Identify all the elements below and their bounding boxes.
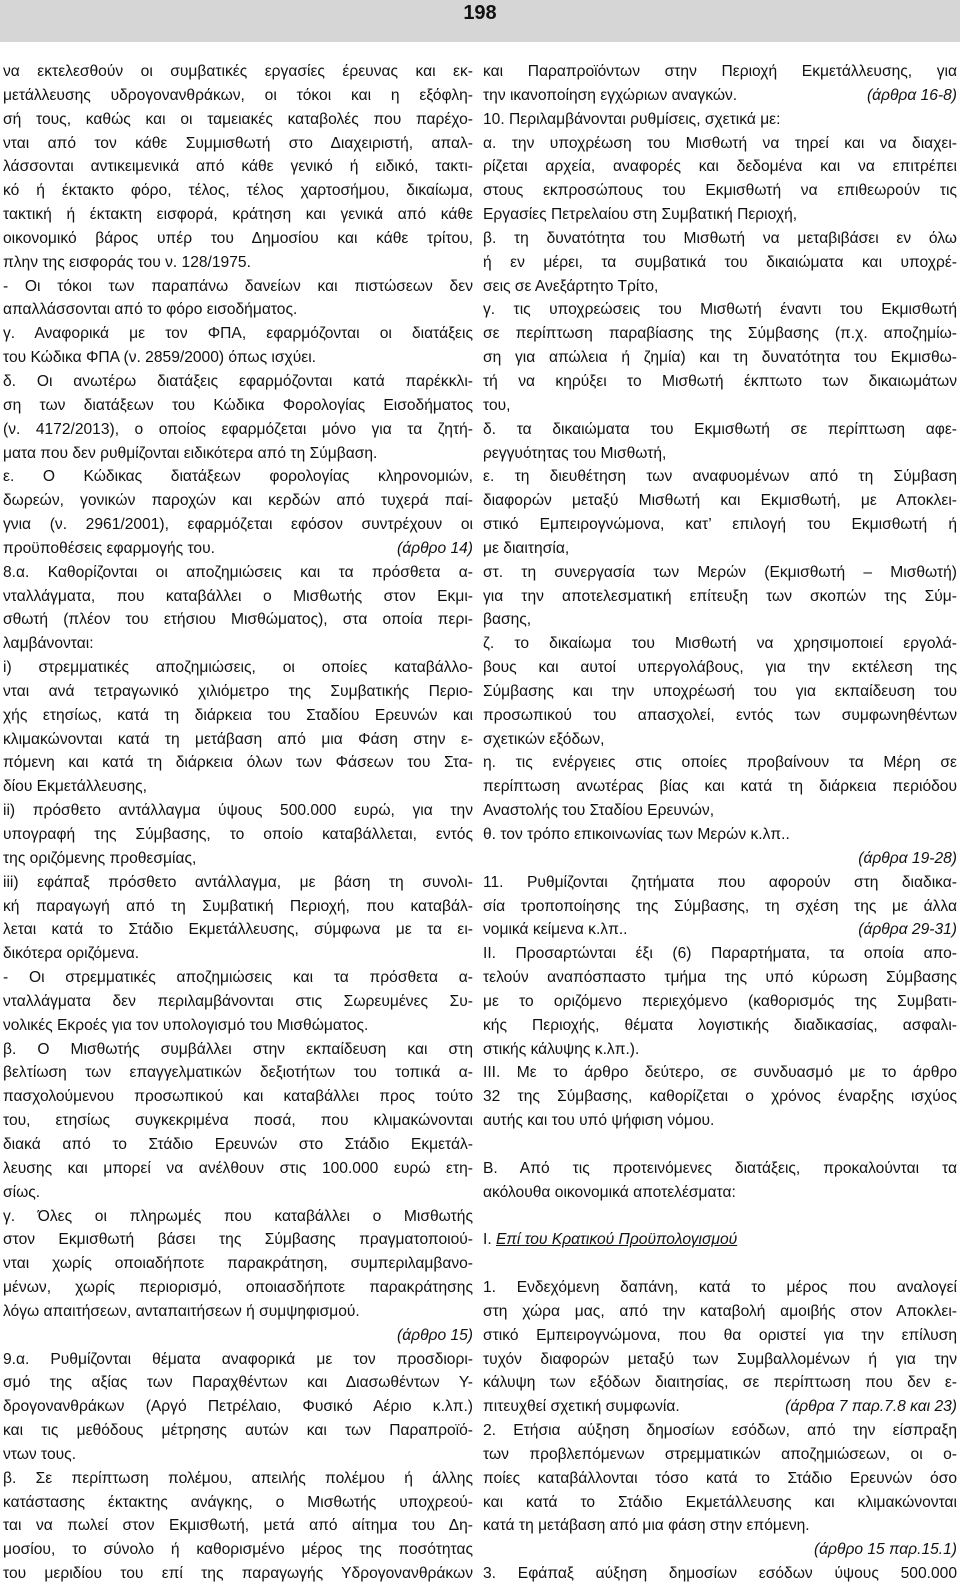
- text-line: κό ή έκτακτο φόρο, τέλος, τέλος χαρτοσήμου, δικαίωμα,: [3, 182, 473, 200]
- text-line: μένων, χωρίς περιορισμό, οποιασδήποτε παρακράτησης: [3, 1279, 473, 1297]
- text-line: ή εν μέρει, τα συμβατικά του δικαιώματα και υποχρέ-: [483, 253, 957, 271]
- text-line: ακόλουθα οικονομικά αποτελέσματα:: [483, 1183, 736, 1201]
- text-line: ρίζεται αρχεία, αναφορές και δεδομένα και να επιτρέπει: [483, 158, 957, 176]
- text-line: Εργασίες Πετρελαίου στη Συμβατική Περιοχή,: [483, 206, 798, 224]
- article-reference: (άρθρα 7 παρ.7.8 και 23): [785, 1398, 957, 1416]
- text-line: i) στρεμματικές αποζημιώσεις, οι οποίες καταβάλλο-: [3, 659, 473, 677]
- page-number: 198: [463, 2, 497, 24]
- text-line: ε. τη διευθέτηση των αναφυομένων από τη Σύμβαση: [483, 468, 957, 486]
- left-column: [3, 60, 473, 1586]
- text-line: στικής κάλυψης κ.λπ.).: [483, 1040, 640, 1058]
- text-line: σία τροποποίησης της Σύμβασης, τη σχέση της με άλλα: [483, 897, 957, 915]
- line-text: πιτευχθεί σχετική συμφωνία.: [483, 1398, 680, 1416]
- text-line: στ. τη συνεργασία των Μερών (Εκμισθωτή – Μισθωτή): [483, 563, 957, 581]
- text-line: [483, 1538, 957, 1562]
- text-line: γ. Όλες οι πληρωμές που καταβάλλει ο Μισθωτής: [3, 1207, 473, 1225]
- text-line: κάλυψη των εξόδων διαιτησίας, σε περίπτωση που δεν ε-: [483, 1374, 957, 1392]
- line-text: Ι.: [483, 1231, 496, 1249]
- article-reference: (άρθρα 19-28): [858, 849, 957, 867]
- text-line: δρογονανθράκων (Αργό Πετρέλαιο, Φυσικό Αέριο κ.λπ.): [3, 1398, 473, 1416]
- text-line: και τις μεθόδους μέτρησης αυτών και των Παραπροϊό-: [3, 1422, 473, 1440]
- line-text: νομικά κείμενα κ.λπ..: [483, 921, 628, 939]
- text-line: νται ανά τετραγωνικό χιλιόμετρο της Συμβατικής Περιο-: [3, 682, 473, 700]
- text-line: Αναστολής του Σταδίου Ερευνών,: [483, 802, 715, 820]
- text-line: Β. Από τις προτεινόμενες διατάξεις, προκαλούνται τα: [483, 1159, 957, 1177]
- text-line: λόγω απαιτήσεων, ανταπαιτήσεων ή συμψηφισμού.: [3, 1302, 360, 1320]
- text-line: τή να κηρύξει το Μισθωτή έκπτωτο των δικαιωμάτων: [483, 372, 957, 390]
- text-line: κής Περιοχής, θέματα λογιστικής διαδικασίας, ασφαλι-: [483, 1016, 957, 1034]
- article-reference: (άρθρο 15): [397, 1326, 473, 1344]
- text-line: χής ετησίως, κατά τη διάρκεια του Σταδίου Ερευνών και: [3, 706, 473, 724]
- text-line: στικό Εμπειρογνώμονα, που θα οριστεί για την επίλυση: [483, 1326, 957, 1344]
- text-line: με το οριζόμενο περιεχόμενο (καθορισμός της Συμβατι-: [483, 992, 957, 1010]
- text-line: λάσσονται αντικειμενικά από κάθε γενικό ή ειδικό, τακτι-: [3, 158, 473, 176]
- text-line: δικότερα οριζόμενα.: [3, 945, 140, 963]
- text-line: ε. Ο Κώδικας διατάξεων φορολογίας κληρονομιών,: [3, 468, 473, 486]
- text-line: η. τις ενέργειες στις οποίες προβαίνουν τα Μέρη σε: [483, 754, 957, 772]
- text-line: κή παραγωγή από τη Συμβατική Περιοχή, που καταβάλ-: [3, 897, 473, 915]
- text-line: του,: [483, 396, 511, 414]
- text-line: [483, 847, 957, 871]
- text-line: α. την υποχρέωση του Μισθωτή να τηρεί και να διαχει-: [483, 134, 957, 152]
- section-heading: Επί του Κρατικού Προϋπολογισμού: [496, 1231, 738, 1249]
- line-text: την ικανοποίηση εγχώριων αναγκών.: [483, 86, 738, 104]
- text-line: λεται κατά το Στάδιο Εκμετάλλευσης, σύμφωνα με τα ει-: [3, 921, 473, 939]
- text-line: νολικές Εκροές για τον υπολογισμό του Μισθώματος.: [3, 1016, 369, 1034]
- text-line: της οριζόμενης προθεσμίας,: [3, 849, 197, 867]
- text-line: οικονομικό βάρος υπέρ του Δημοσίου και κάθε τρίτου,: [3, 229, 473, 247]
- text-line: νταλλάγματα δεν περιλαμβάνονται στις Σωρευμένες Συ-: [3, 992, 473, 1010]
- text-line: [483, 1133, 957, 1157]
- text-line: με διαιτησία,: [483, 539, 570, 557]
- text-line: [483, 918, 957, 942]
- text-line: πόμενη και κατά τη διάρκεια όλων των Φάσεων του Στα-: [3, 754, 473, 772]
- text-line: διακά από το Στάδιο Ερευνών στο Στάδιο Εκμετάλ-: [3, 1135, 473, 1153]
- text-line: βους και αυτοί υπεργολάβους, για την εκτέλεση της: [483, 659, 957, 677]
- text-line: διαφορών μεταξύ Μισθωτή και Εκμισθωτή, με Αποκλει-: [483, 492, 957, 510]
- text-line: κατάστασης έκτακτης ανάγκης, ο Μισθωτής υποχρεού-: [3, 1493, 473, 1511]
- text-line: ΙΙ. Προσαρτώνται έξι (6) Παραρτήματα, τα οποία απο-: [483, 945, 957, 963]
- text-line: σεις σε Ανεξάρτητο Τρίτο,: [483, 277, 659, 295]
- text-line: προσωπικού του απασχολεί, εντός των συμφωνηθέντων: [483, 706, 957, 724]
- text-line: iii) εφάπαξ πρόσθετο αντάλλαγμα, με βάση τη συνολι-: [3, 873, 473, 891]
- text-line: μετάλλευσης υδρογονανθράκων, οι τόκοι και η εξόφλη-: [3, 86, 473, 104]
- text-line: [483, 1252, 957, 1276]
- article-reference: (άρθρα 29-31): [858, 921, 957, 939]
- text-line: και Παραπροϊόντων στην Περιοχή Εκμετάλλευσης, για: [483, 63, 957, 80]
- text-line: 9.α. Ρυθμίζονται θέματα αναφορικά με τον προσδιορι-: [3, 1350, 473, 1368]
- text-line: [483, 1395, 957, 1419]
- line-text: προϋποθέσεις εφαρμογής του.: [3, 539, 215, 557]
- article-reference: (άρθρα 16-8): [866, 86, 957, 104]
- text-line: σε περίπτωση παραβίασης της Σύμβασης (π.χ. αποζημίω-: [483, 325, 957, 343]
- text-line: λαμβάνονται:: [3, 635, 94, 653]
- text-line: του μεριδίου του επί της παραγωγής Υδρογονανθράκων: [3, 1565, 473, 1583]
- text-line: [483, 84, 957, 108]
- text-line: σή τους, καθώς και οι ταμειακές καταβολές που παρέχο-: [3, 110, 473, 128]
- text-line: 11. Ρυθμίζονται ζητήματα που αφορούν στη διαδικα-: [483, 873, 957, 891]
- text-line: ντων τους.: [3, 1445, 77, 1463]
- text-line: 10. Περιλαμβάνονται ρυθμίσεις, σχετικά με:: [483, 110, 781, 128]
- text-line: 1. Ενδεχόμενη δαπάνη, κατά το μέρος που αναλογεί: [483, 1279, 957, 1297]
- text-line: ποίες καταβάλλονται τόσο κατά το Στάδιο Ερευνών όσο: [483, 1469, 957, 1487]
- text-line: πλην της εισφοράς του ν. 128/1975.: [3, 253, 251, 271]
- text-line: λευσης και μπορεί να ανέλθουν στις 100.000 ευρώ ετη-: [3, 1159, 473, 1177]
- text-line: και κατά το Στάδιο Εκμετάλλευσης και κλιμακώνονται: [483, 1493, 957, 1511]
- article-reference: (άρθρο 15 παρ.15.1): [813, 1541, 957, 1559]
- text-line: [3, 537, 473, 561]
- text-line: δ. Οι ανωτέρω διατάξεις εφαρμόζονται κατά παρέκκλι-: [3, 372, 473, 390]
- text-line: ται να πωλεί στον Εκμισθωτή, μετά από αίτημα του Δη-: [3, 1517, 473, 1535]
- text-line: να εκτελεσθούν οι συμβατικές εργασίες έρευνας και εκ-: [3, 63, 473, 80]
- text-line: 2. Ετήσια αύξηση δημοσίων εσόδων, από την είσπραξη: [483, 1422, 957, 1440]
- text-line: ii) πρόσθετο αντάλλαγμα ύψους 500.000 ευρώ, για την: [3, 802, 473, 820]
- text-line: του, ετησίως συγκεκριμένα ποσά, που κλιμακώνονται: [3, 1112, 473, 1130]
- text-line: στικό Εμπειρογνώμονα, κατ’ επιλογή του Εκμισθωτή ή: [483, 516, 957, 534]
- text-line: θ. τον τρόπο επικοινωνίας των Μερών κ.λπ..: [483, 826, 790, 843]
- text-line: δωρεών, γονικών παροχών και κερδών από τυχερά παί-: [3, 492, 473, 510]
- text-line: σχετικών εξόδων,: [483, 730, 605, 748]
- text-line: γ. τις υποχρεώσεις του Μισθωτή έναντι του Εκμισθωτή: [483, 301, 957, 319]
- text-line: ρεγγυότητας του Μισθωτή,: [483, 444, 667, 462]
- text-line: ση για απώλεια ή ζημία) και τη δυνατότητα του Εκμισθω-: [483, 349, 957, 367]
- text-line: 8.α. Καθορίζονται οι αποζημιώσεις και τα πρόσθετα α-: [3, 563, 473, 581]
- text-line: νταλλάγματα, που καταβάλλει ο Μισθωτής στον Εκμι-: [3, 587, 473, 605]
- text-line: 32 της Σύμβασης, καθορίζεται ο χρόνος έναρξης ισχύος: [483, 1088, 957, 1106]
- text-line: σμό της αξίας των Παραχθέντων και Διασωθέντων Υ-: [3, 1374, 473, 1392]
- text-line: του Κώδικα ΦΠΑ (ν. 2859/2000) όπως ισχύει.: [3, 349, 316, 367]
- text-line: αυτής και του υπό ψήφιση νόμου.: [483, 1112, 715, 1130]
- text-line: β. Σε περίπτωση πολέμου, απειλής πολέμου ή άλλης: [3, 1469, 473, 1487]
- text-line: γ. Αναφορικά με τον ΦΠΑ, εφαρμόζονται οι διατάξεις: [3, 325, 473, 343]
- text-line: στον Εκμισθωτή βάσει της Σύμβασης πραγματοποιού-: [3, 1231, 473, 1249]
- text-line: δίου Εκμετάλλευσης,: [3, 778, 147, 796]
- text-line: β. τη δυνατότητα του Μισθωτή να μεταβιβάσει εν όλω: [483, 229, 957, 247]
- text-line: βασης,: [483, 611, 532, 629]
- text-line: - Οι τόκοι των παραπάνω δανείων και πιστώσεων δεν: [3, 277, 473, 295]
- text-line: τυχόν διαφορών μεταξύ των Συμβαλλομένων ή για την: [483, 1350, 957, 1368]
- text-line: 3. Εφάπαξ αύξηση δημοσίων εσόδων ύψους 500.000: [483, 1565, 957, 1583]
- text-line: ΙΙΙ. Με το άρθρο δεύτερο, σε συνδυασμό με το άρθρο: [483, 1064, 957, 1082]
- text-line: των προβλεπόμενων στρεμματικών αποζημιώσεων, οι ο-: [483, 1445, 957, 1463]
- text-line: δ. τα δικαιώματα του Εκμισθωτή σε περίπτωση αφε-: [483, 420, 957, 438]
- text-line: σίως.: [3, 1183, 41, 1201]
- text-line: (ν. 4172/2013), ο οποίος εφαρμόζεται μόνο για τα ζητή-: [3, 420, 473, 438]
- text-line: βελτίωση των επαγγελματικών δεξιοτήτων του τοπικά α-: [3, 1064, 473, 1082]
- text-line: κλιμακώνονται κατά τη μετάβαση από μια Φάση στην ε-: [3, 730, 473, 748]
- text-line: απαλλάσσονται από το φόρο εισοδήματος.: [3, 301, 298, 319]
- text-line: στη χώρα μας, από την καταβολή αμοιβής στον Αποκλει-: [483, 1302, 957, 1320]
- text-line: νται από τον κάθε Συμμισθωτή στο Διαχειριστή, απαλ-: [3, 134, 473, 152]
- text-line: [483, 1228, 957, 1252]
- text-line: β. Ο Μισθωτής συμβάλλει στην εκπαίδευση και στη: [3, 1040, 473, 1058]
- text-line: - Οι στρεμματικές αποζημιώσεις και τα πρόσθετα α-: [3, 969, 473, 987]
- text-line: πασχολούμενου προσωπικού και καταβάλλει προς τούτο: [3, 1088, 473, 1106]
- text-line: κατά τη μετάβαση από μια φάση στην επόμενη.: [483, 1517, 810, 1535]
- text-line: υπογραφή της Σύμβασης, το οποίο καταβάλλεται, εντός: [3, 826, 473, 843]
- text-line: ματα που δεν ρυθμίζονται ειδικότερα από τη Σύμβαση.: [3, 444, 378, 462]
- text-line: [483, 1205, 957, 1229]
- text-line: σθωτή (πλέον του ετήσιου Μισθώματος), στα οποία περι-: [3, 611, 473, 629]
- text-line: για την αποτελεσματική επίτευξη των σκοπών της Σύμ-: [483, 587, 957, 605]
- text-line: τακτική ή έκτακτη εισφορά, κράτηση και γενικά από κάθε: [3, 206, 473, 224]
- text-line: μοσίου, το σύνολο ή καθορισμένο μέρος της ποσότητας: [3, 1541, 473, 1559]
- text-line: τελούν αναπόσπαστο τμήμα της υπό κύρωση Σύμβασης: [483, 969, 957, 987]
- right-column: [483, 60, 957, 1586]
- article-reference: (άρθρο 14): [397, 539, 473, 557]
- text-line: νται χωρίς οποιαδήποτε παρακράτηση, συμπεριλαμβανο-: [3, 1255, 473, 1273]
- text-line: στους εκπροσώπους του Εκμισθωτή να επιθεωρούν τις: [483, 182, 957, 200]
- text-line: γνια (ν. 2961/2001), εφαρμόζεται εφόσον συντρέχουν οι: [3, 516, 473, 534]
- text-line: ζ. το δικαίωμα του Μισθωτή να χρησιμοποιεί εργολά-: [483, 635, 957, 653]
- text-line: περίπτωση ανωτέρας βίας και κατά τη διάρκεια περιόδου: [483, 778, 957, 796]
- text-line: ση των διατάξεων του Κώδικα Φορολογίας Εισοδήματος: [3, 396, 473, 414]
- text-line: Σύμβασης και την υποχρέωσή του για εκπαίδευση του: [483, 682, 957, 700]
- text-line: [3, 1324, 473, 1348]
